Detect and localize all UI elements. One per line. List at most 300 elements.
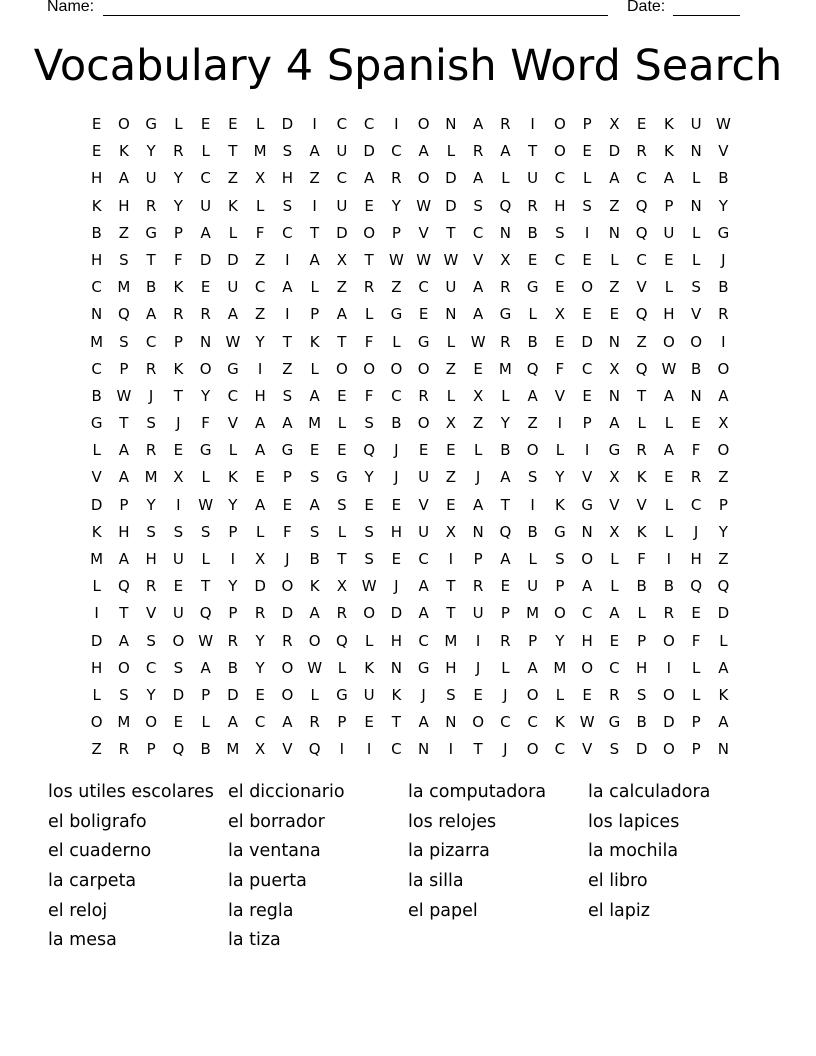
grid-cell: E [609,305,620,324]
grid-cell: L [337,658,347,677]
grid-cell: X [472,386,484,405]
grid-cell: X [445,414,457,433]
grid-cell: E [527,250,538,269]
grid-cell: N [690,142,702,161]
grid-cell: B [636,713,647,732]
grid-cell: Z [718,468,729,487]
grid-cell: L [664,495,674,514]
grid-cell: P [310,305,320,324]
grid-cell: J [394,441,399,460]
grid-cell: Y [228,495,238,514]
word-list-item: la ventana [228,841,321,862]
grid-cell: R [282,631,293,650]
grid-cell: R [636,142,647,161]
grid-cell: L [310,685,319,704]
grid-cell: H [118,196,130,215]
grid-cell: O [690,332,703,351]
grid-cell: B [527,332,538,351]
grid-cell: Z [527,414,538,433]
grid-cell: N [581,522,593,541]
grid-cell: X [554,305,566,324]
grid-cell: S [555,223,565,242]
grid-cell: C [391,386,402,405]
grid-cell: H [281,169,294,188]
grid-cell: D [90,631,103,650]
grid-cell: B [91,223,102,242]
grid-cell: Q [335,631,348,650]
grid-cell: G [581,495,593,514]
grid-cell: C [145,332,157,351]
grid-cell: A [718,658,729,677]
grid-cell: A [118,169,129,188]
grid-cell: A [309,250,320,269]
grid-cell: G [417,332,430,351]
grid-cell: Z [472,414,484,433]
grid-cell: L [364,631,374,650]
grid-cell: Y [228,577,238,596]
grid-cell: L [255,115,265,133]
grid-cell: J [693,522,699,541]
grid-cell: E [691,414,701,433]
grid-cell: A [309,142,320,161]
grid-cell: J [285,550,290,568]
grid-cell: Z [227,169,239,188]
date-blank-line [673,15,740,16]
grid-cell: O [363,604,376,623]
grid-cell: K [309,332,320,351]
grid-cell: W [388,250,404,269]
grid-cell: A [282,278,293,297]
grid-cell: E [282,495,293,514]
grid-cell: P [282,468,292,487]
grid-cell: Q [499,522,512,541]
grid-cell: U [663,223,675,242]
grid-cell: P [691,713,701,732]
grid-cell: S [609,740,620,759]
grid-cell: Y [255,658,265,677]
grid-cell: Y [146,142,156,161]
grid-cell: L [201,468,210,487]
grid-cell: B [309,550,320,568]
grid-row [83,412,737,439]
grid-cell: A [118,631,129,650]
grid-cell: J [721,250,726,269]
grid-cell: K [554,713,565,732]
grid-cell: R [418,386,429,405]
grid-cell: E [582,305,592,324]
grid-cell: E [337,386,347,405]
grid-cell: W [225,332,241,351]
grid-cell: E [255,468,265,487]
grid-cell: V [636,278,647,297]
grid-cell: K [663,142,674,161]
grid-cell: O [363,223,376,242]
grid-cell: X [500,250,511,269]
word-list-item: la carpeta [48,871,137,892]
grid-cell: P [664,196,674,215]
grid-row [83,167,737,194]
grid-cell: P [228,522,238,541]
grid-cell: Q [635,305,648,324]
grid-cell: A [418,604,429,623]
grid-cell: H [635,658,648,677]
grid-cell: C [336,115,348,133]
grid-cell: S [282,142,293,161]
grid-cell: R [718,305,729,324]
grid-cell: I [530,495,535,514]
grid-cell: A [200,223,211,242]
grid-cell: O [90,713,103,732]
grid-cell: C [472,223,484,242]
grid-cell: K [636,468,647,487]
grid-cell: V [418,495,429,514]
grid-cell: E [364,196,374,215]
grid-cell: V [609,495,620,514]
grid-cell: L [337,522,347,541]
grid-cell: Q [635,196,648,215]
grid-cell: O [172,631,185,650]
grid-cell: W [661,359,677,378]
grid-cell: E [582,386,592,405]
grid-cell: Z [91,740,102,759]
grid-cell: T [500,495,510,514]
grid-cell: O [662,631,675,650]
grid-cell: A [581,577,593,596]
grid-cell: L [501,658,510,677]
grid-cell: D [199,250,212,269]
grid-cell: S [446,685,456,704]
grid-cell: V [227,414,238,433]
grid-cell: O [717,441,730,460]
grid-cell: D [581,332,593,351]
grid-cell: L [228,223,238,242]
letter-grid [83,113,737,766]
grid-cell: D [363,142,375,161]
word-list-item: los relojes [408,811,497,832]
grid-cell: T [173,386,183,405]
grid-cell: N [717,740,729,759]
grid-cell: C [391,142,402,161]
grid-cell: M [253,142,267,161]
grid-cell: J [421,685,426,704]
grid-cell: B [91,386,102,405]
grid-cell: N [608,223,620,242]
grid-row [83,466,737,493]
grid-cell: O [581,278,594,297]
grid-cell: N [445,713,457,732]
grid-cell: D [227,685,239,704]
grid-cell: I [285,305,290,324]
grid-cell: E [582,250,592,269]
grid-cell: A [200,658,211,677]
grid-cell: I [339,740,345,759]
grid-cell: O [417,169,430,188]
grid-cell: K [364,658,375,677]
grid-cell: M [117,713,131,732]
grid-cell: K [173,278,184,297]
grid-cell: K [227,468,238,487]
grid-cell: V [690,305,702,324]
grid-cell: Z [718,550,729,568]
grid-cell: W [116,386,132,405]
grid-row [83,494,737,521]
grid-cell: O [526,740,539,759]
grid-cell: T [146,250,156,269]
grid-cell: O [335,359,348,378]
grid-cell: S [119,250,129,269]
grid-cell: E [609,631,620,650]
grid-cell: U [172,604,184,623]
grid-cell: I [721,332,726,351]
grid-cell: D [254,577,266,596]
grid-cell: S [364,550,374,568]
grid-cell: S [527,468,538,487]
grid-cell: Y [173,169,183,188]
grid-cell: X [718,414,729,433]
grid-row [83,195,737,222]
grid-cell: T [337,332,347,351]
grid-cell: W [198,495,214,514]
grid-cell: L [228,441,238,460]
grid-cell: E [173,577,184,596]
grid-cell: A [718,386,729,405]
grid-cell: H [445,658,457,677]
grid-row [83,602,737,629]
grid-cell: L [610,577,619,596]
grid-cell: M [90,332,104,351]
grid-cell: R [309,713,320,732]
grid-cell: V [145,604,157,623]
grid-cell: E [446,495,456,514]
grid-cell: D [608,142,621,161]
grid-cell: L [92,685,101,704]
grid-cell: P [201,685,211,704]
grid-cell: Q [363,441,376,460]
grid-cell: O [553,142,566,161]
grid-cell: O [553,115,566,133]
grid-cell: O [717,359,730,378]
grid-cell: L [255,522,265,541]
grid-row [83,439,737,466]
grid-cell: E [173,713,184,732]
grid-cell: R [336,604,348,623]
grid-cell: D [281,604,294,623]
grid-cell: X [609,522,620,541]
grid-cell: O [526,441,539,460]
grid-cell: T [282,332,292,351]
grid-cell: W [361,577,377,596]
grid-cell: T [201,577,211,596]
grid-cell: D [445,169,457,188]
grid-cell: E [473,685,483,704]
grid-cell: X [173,468,184,487]
grid-cell: A [609,169,620,188]
grid-cell: A [418,713,429,732]
grid-cell: Z [636,332,647,351]
word-list-item: el lapiz [588,900,650,921]
grid-cell: L [310,359,319,378]
grid-cell: P [146,740,156,759]
grid-cell: Q [690,577,703,596]
grid-cell: V [91,468,102,487]
word-list-item: el cuaderno [48,841,152,862]
grid-cell: I [312,196,317,215]
grid-cell: R [254,604,266,623]
grid-cell: L [446,386,456,405]
grid-cell: E [364,713,374,732]
grid-cell: D [227,250,239,269]
grid-cell: Z [445,359,457,378]
grid-cell: F [555,359,565,378]
grid-cell: C [336,169,348,188]
grid-cell: C [581,359,593,378]
grid-row [83,684,737,711]
grid-cell: Y [555,631,565,650]
grid-cell: Z [445,468,457,487]
grid-cell: R [145,196,157,215]
word-list-item: la calculadora [588,782,711,802]
grid-cell: Q [635,223,648,242]
grid-cell: R [391,169,402,188]
grid-cell: F [691,441,701,460]
grid-cell: L [201,142,210,161]
grid-cell: A [609,414,620,433]
grid-cell: X [445,522,457,541]
grid-cell: Q [717,577,730,596]
grid-cell: A [472,169,484,188]
grid-cell: Y [201,386,211,405]
name-label: Name: [47,0,95,15]
grid-cell: E [173,441,184,460]
grid-cell: J [475,468,481,487]
grid-cell: J [475,658,481,677]
grid-cell: Y [255,631,265,650]
grid-cell: A [118,550,129,568]
grid-cell: L [310,278,319,297]
grid-cell: A [118,468,129,487]
grid-cell: L [555,441,565,460]
grid-cell: K [118,142,129,161]
word-list-item: el borrador [228,811,325,832]
word-list-item: la silla [408,871,464,892]
word-list-item: la regla [228,900,294,921]
grid-cell: R [500,332,511,351]
grid-cell: I [584,223,590,242]
word-list-item: los utiles escolares [48,782,214,802]
grid-cell: L [473,441,483,460]
grid-cell: X [254,169,266,188]
grid-cell: T [446,223,456,242]
page-title: Vocabulary 4 Spanish Word Search [33,41,783,91]
grid-cell: W [715,115,731,133]
grid-cell: G [227,359,239,378]
grid-cell: L [664,522,674,541]
grid-cell: W [470,332,486,351]
grid-cell: R [118,740,130,759]
grid-cell: D [445,196,457,215]
grid-cell: S [282,196,293,215]
grid-cell: N [472,522,484,541]
grid-cell: A [500,550,511,568]
grid-cell: A [527,658,538,677]
grid-cell: U [445,278,457,297]
grid-cell: P [391,223,401,242]
grid-cell: H [90,250,103,269]
grid-cell: T [310,223,320,242]
grid-cell: D [663,713,675,732]
grid-row [83,276,737,303]
grid-cell: N [608,332,620,351]
grid-cell: B [145,278,157,297]
grid-cell: I [176,495,181,514]
grid-cell: L [528,550,537,568]
grid-cell: W [416,196,432,215]
grid-cell: G [390,305,403,324]
grid-cell: A [336,305,347,324]
grid-cell: A [254,441,266,460]
grid-cell: B [636,577,647,596]
grid-cell: A [663,169,674,188]
grid-cell: Z [609,196,620,215]
word-list-item: la puerta [228,871,307,892]
grid-cell: B [200,740,211,759]
grid-cell: Q [172,740,185,759]
grid-cell: C [145,658,157,677]
grid-cell: W [443,250,459,269]
grid-cell: G [499,305,512,324]
grid-cell: O [662,740,675,759]
grid-row [83,630,737,657]
grid-cell: Z [254,250,266,269]
word-list-item: los lapices [588,811,680,832]
grid-cell: G [526,278,539,297]
grid-cell: O [662,685,675,704]
grid-cell: T [446,577,456,596]
grid-cell: U [527,577,539,596]
grid-cell: U [363,685,375,704]
grid-cell: T [637,386,647,405]
grid-cell: C [391,740,402,759]
grid-cell: H [390,631,403,650]
grid-cell: Q [117,577,130,596]
grid-cell: P [173,223,183,242]
grid-cell: L [555,685,565,704]
grid-cell: S [555,550,565,568]
grid-cell: I [312,115,317,133]
grid-cell: S [173,522,184,541]
grid-cell: D [336,223,348,242]
grid-cell: O [581,550,594,568]
grid-cell: L [664,278,674,297]
grid-cell: L [201,713,210,732]
grid-cell: C [690,495,702,514]
grid-cell: B [718,278,729,297]
grid-cell: E [91,115,102,133]
word-list-item: el papel [408,900,478,921]
grid-cell: G [336,468,348,487]
grid-cell: C [554,740,566,759]
word-list-item: la mesa [48,930,117,951]
grid-cell: C [554,250,566,269]
grid-cell: O [581,658,594,677]
grid-cell: R [527,196,538,215]
grid-cell: E [418,441,429,460]
grid-cell: C [254,278,266,297]
grid-cell: Y [255,332,265,351]
grid-cell: H [145,550,157,568]
grid-cell: U [418,522,430,541]
grid-cell: X [336,250,348,269]
